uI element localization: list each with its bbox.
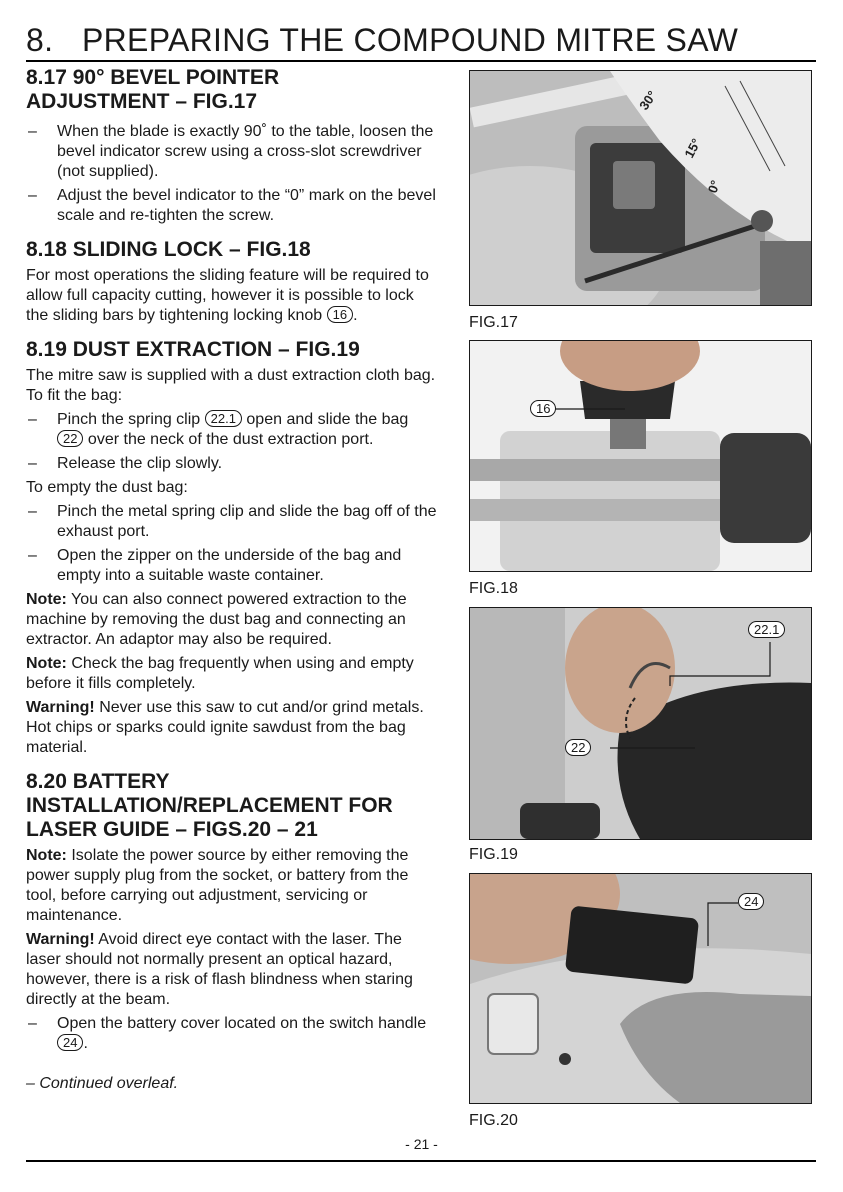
section-8-20-heading: 8.20 BATTERY INSTALLATION/REPLACEMENT FOR LASER GUIDE – FIGS.20 – 21: [26, 770, 393, 841]
section-8-17-heading: 8.17 90° BEVEL POINTER ADJUSTMENT – FIG.17: [26, 66, 280, 113]
list-item: – Pinch the spring clip 22.1 open and slide the bag 22 over the neck of the dust extraction port.: [28, 411, 409, 448]
bullet-text: When the blade is exactly 90˚ to the table, loosen the bevel indicator screw using a cross-slot screwdriver (not supplied).: [57, 123, 434, 180]
section-8-18-text: For most operations the sliding feature will be required to allow full capacity cutting, however it is possible to lock the sliding bars by tightening locking knob 16 .: [26, 267, 429, 324]
scale-label-30: 30°: [636, 88, 660, 113]
page-number: - 21 -: [405, 1136, 438, 1152]
figure-18-callout: 16: [530, 400, 556, 417]
callout-label: 22: [57, 430, 83, 447]
paragraph-text: To empty the dust bag:: [26, 479, 188, 496]
note-paragraph: [26, 846, 438, 926]
figure-18-photo: [469, 340, 812, 572]
section-8-18-heading: 8.18 SLIDING LOCK – FIG.18: [26, 238, 311, 261]
note-label: Note:: [26, 847, 67, 864]
warning-label: Warning!: [26, 699, 95, 716]
fence-edge: [760, 241, 811, 305]
warning-paragraph: [26, 698, 438, 758]
figure-19-callout-22-1: 22.1: [748, 621, 785, 638]
figure-18-caption: FIG.18: [469, 580, 518, 597]
chapter-title: PREPARING THE COMPOUND MITRE SAW: [82, 22, 739, 58]
figure-17-caption: FIG.17: [469, 314, 518, 331]
scale-label-15: 15°: [681, 135, 704, 161]
list-item: – When the blade is exactly 90˚ to the table, loosen the bevel indicator screw using a cross-slot screwdriver (not supplied).: [28, 123, 434, 180]
bevel-scale-illustration: [470, 71, 811, 305]
note-label: Note:: [26, 591, 67, 608]
list-item: – Open the zipper on the underside of the bag and empty into a suitable waste container.: [28, 547, 402, 584]
bullet-text: Adjust the bevel indicator to the “0” mark on the bevel scale and re-tighten the screw.: [57, 187, 436, 224]
note-text: Isolate the power source by either removing the power supply plug from the socket, or battery from the tool, before carrying out adjustment, servicing or maintenance.: [26, 847, 409, 924]
list-item: – Adjust the bevel indicator to the “0” mark on the bevel scale and re-tighten the screw.: [28, 187, 436, 224]
page-header: [26, 22, 816, 58]
figure-20-callout: 24: [738, 893, 764, 910]
bullet-text: over the neck of the dust extraction port.: [87, 431, 374, 448]
paragraph-text: The mitre saw is supplied with a dust extraction cloth bag. To fit the bag:: [26, 367, 436, 404]
battery-cover: [565, 905, 699, 984]
section-8-19-heading: 8.19 DUST EXTRACTION – FIG.19: [26, 338, 360, 361]
bullet-text: Open the zipper on the underside of the bag and empty into a suitable waste container.: [57, 547, 402, 584]
figure-19-caption: FIG.19: [469, 846, 518, 863]
bullet-text: Pinch the spring clip: [57, 411, 201, 428]
callout-label: 22.1: [205, 410, 242, 427]
scale-label-0: 0°: [704, 178, 724, 196]
chapter-number: 8.: [26, 22, 54, 58]
callout-label: 24: [57, 1034, 83, 1051]
text-column: [26, 66, 438, 1110]
figure-17-photo: [469, 70, 812, 306]
header-rule: [26, 60, 816, 62]
callout-label: 16: [327, 306, 353, 323]
warning-label: Warning!: [26, 931, 95, 948]
note-text: You can also connect powered extraction to the machine by removing the dust bag and connecting an extractor. An adaptor may also be required.: [26, 591, 407, 648]
sliding-lock-illustration: [470, 341, 811, 571]
dust-bag-illustration: [470, 608, 811, 839]
footer-rule: [26, 1160, 816, 1162]
indicator-screw: [613, 161, 655, 209]
figure-19-photo: [469, 607, 812, 840]
bullet-text: open and slide the bag: [246, 411, 409, 428]
figure-20-caption: FIG.20: [469, 1112, 518, 1129]
screw: [559, 1053, 571, 1065]
paragraph-text: For most operations the sliding feature will be required to allow full capacity cutting, however it is possible to lock the sliding bars by tightening locking knob: [26, 267, 429, 324]
warning-text: Avoid direct eye contact with the laser. The laser should not normally present an optical hazard, however, there is a risk of flash blindness when staring directly at the beam.: [26, 931, 413, 1008]
pointer-screw: [751, 210, 773, 232]
saw-knob: [520, 803, 600, 839]
list-item: – Pinch the metal spring clip and slide the bag off of the exhaust port.: [28, 503, 437, 540]
note-paragraph: [26, 590, 438, 650]
warning-paragraph: [26, 930, 438, 1010]
list-item: – Open the battery cover located on the switch handle 24 .: [28, 1015, 427, 1052]
bullet-text: Open the battery cover located on the switch handle: [57, 1015, 427, 1032]
power-switch: [488, 994, 538, 1054]
bullet-text: Release the clip slowly.: [57, 455, 223, 472]
hand: [565, 608, 675, 733]
list-item: – Release the clip slowly.: [28, 455, 223, 472]
figure-19-callout-22: 22: [565, 739, 591, 756]
note-text: Check the bag frequently when using and empty before it fills completely.: [26, 655, 414, 692]
bullet-text: Pinch the metal spring clip and slide the bag off of the exhaust port.: [57, 503, 437, 540]
warning-text: Never use this saw to cut and/or grind metals. Hot chips or sparks could ignite sawdust from the bag material.: [26, 699, 424, 756]
page-title: [26, 22, 816, 58]
note-paragraph: [26, 654, 438, 694]
continued-note: – Continued overleaf.: [26, 1075, 179, 1092]
note-label: Note:: [26, 655, 67, 672]
rubber-handle: [720, 433, 811, 543]
